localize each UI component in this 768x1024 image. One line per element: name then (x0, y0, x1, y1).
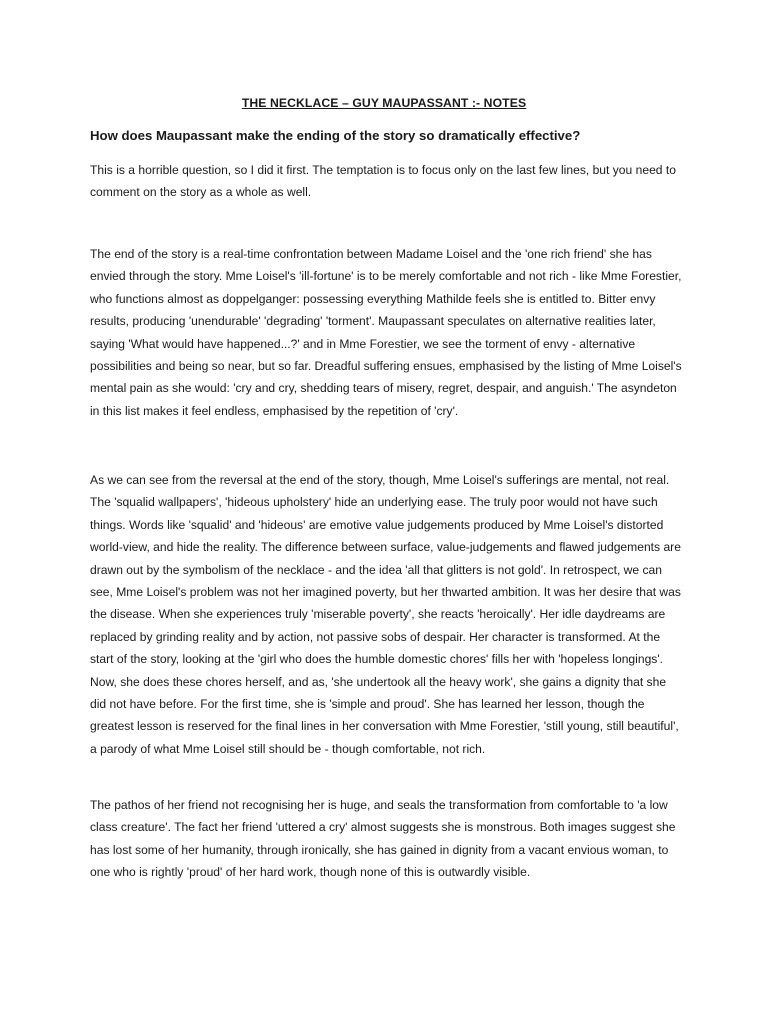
body-paragraph-3: The pathos of her friend not recognising her is huge, and seals the transformation from comfortable to 'a low class creature'. The fact her friend 'uttered a cry' almost suggests she is monstrous. Both images suggest she has lost some of her humanity, through ironically, she has gained in dignity from a vacant envious woman, to one who is rightly 'proud' of her hard work, though none of this is outwardly visible. (90, 798, 676, 880)
body-paragraph-1: The end of the story is a real-time confrontation between Madame Loisel and the 'one rich friend' she has envied through the story. Mme Loisel's 'ill-fortune' is to be merely comfortable and not rich - like Mme Forestier, who functions almost as doppelganger: possessing everything Mathilde feels she is entitled to. Bitter envy results, producing 'unendurable' 'degrading' 'torment'. Maupassant speculates on alternative realities later, saying 'What would have happened...?' and in Mme Forestier, we see the torment of envy - alternative possibilities and being so near, but so far. Dreadful suffering ensues, emphasised by the listing of Mme Loisel's mental pain as she would: 'cry and cry, shedding tears of misery, regret, despair, and anguish.' The asyndeton in this list makes it feel endless, emphasised by the repetition of 'cry'. (90, 247, 682, 418)
body-paragraph-2: As we can see from the reversal at the end of the story, though, Mme Loisel's sufferings are mental, not real. The 'squalid wallpapers', 'hideous upholstery' hide an underlying ease. The truly poor would not have such things. Words like 'squalid' and 'hideous' are emotive value judgements produced by Mme Loisel's distorted world-view, and hide the reality. The difference between surface, value-judgements and flawed judgements are drawn out by the symbolism of the necklace - and the idea 'all that glitters is not gold'. In retrospect, we can see, Mme Loisel's problem was not her imagined poverty, but her thwarted ambition. It was her desire that was the disease. When she experiences truly 'miserable poverty', she reacts 'heroically'. Her idle daydreams are replaced by grinding reality and by action, not passive sobs of despair. Her character is transformed. At the start of the story, looking at the 'girl who does the humble domestic chores' fills her with 'hopeless longings'. Now, she does these chores herself, and as, 'she undertook all the heavy work', she gains a dignity that she did not have before. For the first time, she is 'simple and proud'. She has learned her lesson, though the greatest lesson is reserved for the final lines in her conversation with Mme Forestier, 'still young, still beautiful', a parody of what Mme Loisel still should be - though comfortable, not rich. (90, 473, 681, 756)
intro-paragraph: This is a horrible question, so I did it first. The temptation is to focus only on the last few lines, but you need to comment on the story as a whole as well. (90, 163, 676, 200)
document-title: THE NECKLACE – GUY MAUPASSANT :- NOTES (241, 96, 527, 110)
essay-question: How does Maupassant make the ending of the story so dramatically effective? (90, 128, 581, 143)
